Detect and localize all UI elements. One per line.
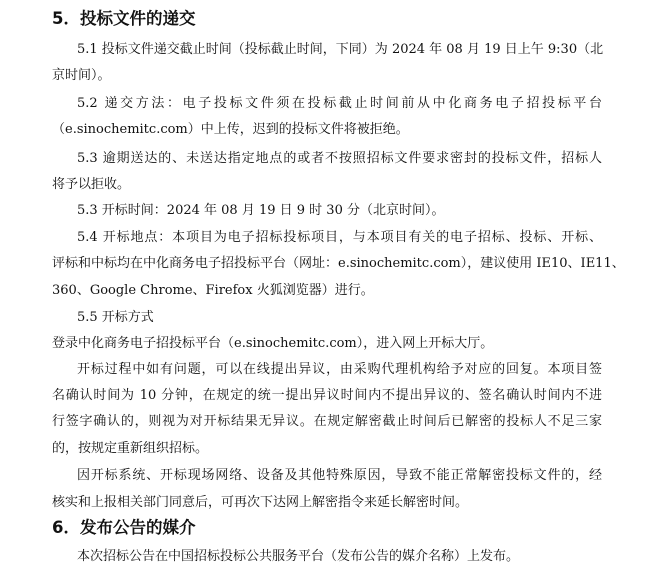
paragraph-5-3-line-1: 5.3 逾期送达的、未送达指定地点的或者不按照招标文件要求密封的投标文件，招标人 <box>77 151 602 166</box>
paragraph-5-4-line-3: 360、Google Chrome、Firefox 火狐浏览器）进行。 <box>52 283 374 298</box>
section-5-heading: 5．投标文件的递交 <box>52 9 196 28</box>
paragraph-delay-line-1: 因开标系统、开标现场网络、设备及其他特殊原因，导致不能正常解密投标文件的，经 <box>77 468 602 483</box>
paragraph-5-5-title: 5.5 开标方式 <box>77 310 154 325</box>
paragraph-5-4-line-2: 评标和中标均在中化商务电子招投标平台（网址：e.sinochemitc.com），建议使用 IE10、IE11、 <box>52 256 625 271</box>
section-6-body: 本次招标公告在中国招标投标公共服务平台（发布公告的媒介名称）上发布。 <box>77 549 520 564</box>
paragraph-delay-line-2: 核实和上报相关部门同意后，可再次下达网上解密指令来延长解密时间。 <box>52 495 469 510</box>
paragraph-5-5-login: 登录中化商务电子招投标平台（e.sinochemitc.com），进入网上开标大厅。 <box>52 336 494 351</box>
paragraph-5-3-opening-time: 5.3 开标时间：2024 年 08 月 19 日 9 时 30 分（北京时间）。 <box>77 203 445 218</box>
paragraph-5-3-line-2: 将予以拒收。 <box>52 177 131 192</box>
paragraph-objection-line-4: 的，按规定重新组织招标。 <box>52 441 209 456</box>
paragraph-5-2-line-2: （e.sinochemitc.com）中上传，迟到的投标文件将被拒绝。 <box>52 122 409 137</box>
paragraph-objection-line-3: 行签字确认的，则视为对开标结果无异议。在规定解密截止时间后已解密的投标人不足三家 <box>52 414 602 429</box>
paragraph-5-1-line-2: 京时间）。 <box>52 68 111 83</box>
paragraph-5-1-line-1: 5.1 投标文件递交截止时间（投标截止时间，下同）为 2024 年 08 月 19 日上午 9:30（北 <box>77 42 604 57</box>
paragraph-objection-line-2: 名确认时间为 10 分钟，在规定的统一提出异议时间内不提出异议的、签名确认时间内不进 <box>52 388 602 403</box>
paragraph-objection-line-1: 开标过程中如有问题，可以在线提出异议，由采购代理机构给予对应的回复。本项目签 <box>77 362 602 377</box>
paragraph-5-4-line-1: 5.4 开标地点：本项目为电子招标投标项目，与本项目有关的电子招标、投标、开标、 <box>77 230 602 245</box>
section-6-heading: 6．发布公告的媒介 <box>52 518 196 537</box>
paragraph-5-2-line-1: 5.2 递交方法：电子投标文件须在投标截止时间前从中化商务电子招投标平台 <box>77 96 602 111</box>
